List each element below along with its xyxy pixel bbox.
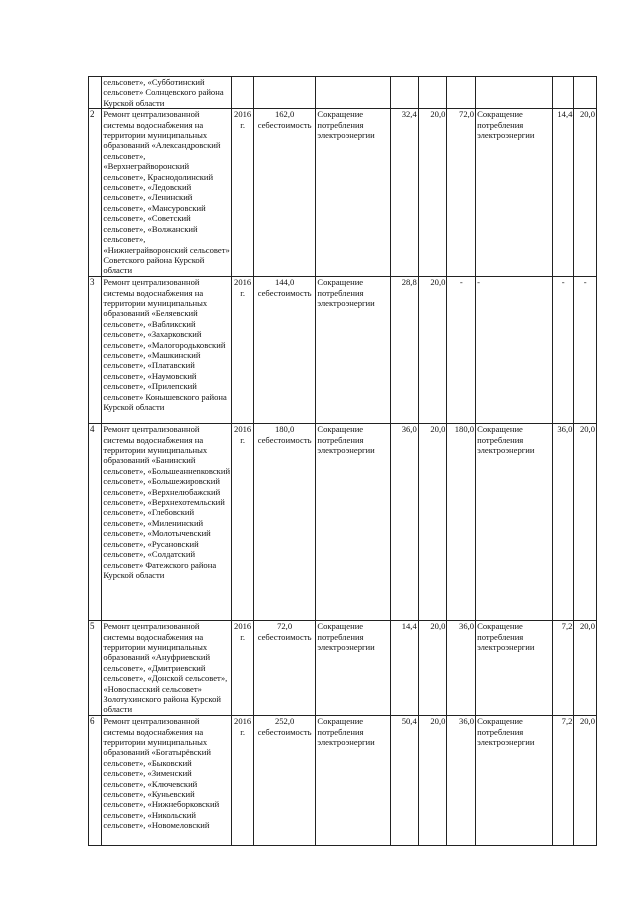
value-cell: 20,0 (574, 109, 597, 277)
effect-cell: Сокращение потребления электроэнергии (476, 424, 553, 621)
effect-cell (316, 77, 391, 109)
value-cell: 14,4 (391, 621, 419, 716)
year-cell: 2016 г. (232, 621, 254, 716)
value-cell: - (447, 277, 476, 424)
year-cell: 2016 г. (232, 716, 254, 846)
value-cell: 50,4 (391, 716, 419, 846)
object-cell: Ремонт централизованной системы водоснабжения на территории муниципальных образований «Богатырёвский сельсовет», «Быковский сельсовет», «Зименский сельсовет», «Ключевский сельсовет», «Куньевский сельсовет», «Нижнеборковский сельсовет», «Никольский сельсовет», «Новомеловский (102, 716, 232, 846)
year-cell: 2016 г. (232, 424, 254, 621)
value-cell: 28,8 (391, 277, 419, 424)
year-cell: 2016 г. (232, 277, 254, 424)
row-number (89, 77, 102, 109)
value-cell: 7,2 (552, 621, 574, 716)
row-number: 3 (89, 277, 102, 424)
object-cell: Ремонт централизованной системы водоснабжения на территории муниципальных образований «Ануфриевский сельсовет», «Дмитриевский сельсовет», «Донской сельсовет», «Новоспасский сельсовет» Золотухинского района Курской области (102, 621, 232, 716)
value-cell: 32,4 (391, 109, 419, 277)
effect-cell: Сокращение потребления электроэнергии (316, 109, 391, 277)
cost-cell: 252,0 себестоимость (253, 716, 315, 846)
row-number: 5 (89, 621, 102, 716)
value-cell: 72,0 (447, 109, 476, 277)
effect-cell: Сокращение потребления электроэнергии (476, 109, 553, 277)
cost-cell: 162,0 себестоимость (253, 109, 315, 277)
object-cell: сельсовет», «Субботинский сельсовет» Солнцевского района Курской области (102, 77, 232, 109)
value-cell (574, 77, 597, 109)
value-cell: 20,0 (418, 277, 447, 424)
cost-cell (253, 77, 315, 109)
cost-cell: 144,0 себестоимость (253, 277, 315, 424)
effect-cell: Сокращение потребления электроэнергии (316, 621, 391, 716)
value-cell: - (574, 277, 597, 424)
row-number: 2 (89, 109, 102, 277)
effect-cell: - (476, 277, 553, 424)
value-cell (447, 77, 476, 109)
table-row (89, 621, 597, 716)
value-cell: 36,0 (447, 716, 476, 846)
effect-cell: Сокращение потребления электроэнергии (476, 621, 553, 716)
effect-cell: Сокращение потребления электроэнергии (476, 716, 553, 846)
value-cell: 20,0 (574, 716, 597, 846)
object-cell: Ремонт централизованной системы водоснабжения на территории муниципальных образований «Беляевский сельсовет», «Вабликский сельсовет», «Захарковский сельсовет», «Малогородьковский сельсовет», «Машкинский сельсовет», «Платавский сельсовет», «Наумовский сельсовет», «Прилепский сельсовет» Конышевского района Курской области (102, 277, 232, 424)
value-cell: 14,4 (552, 109, 574, 277)
object-cell: Ремонт централизованной системы водоснабжения на территории муниципальных образований «Банинский сельсовет», «Большеаннenковский сельсовет», «Большежировский сельсовет», «Верхнелюбажский сельсовет», «Верхнехотемльский сельсовет», «Глебовский сельсовет», «Миленинский сельсовет», «Молотычевский сельсовет», «Русановский сельсовет», «Солдатский сельсовет» Фатежского района Курской области (102, 424, 232, 621)
row-number: 6 (89, 716, 102, 846)
table-row (89, 109, 597, 277)
value-cell: 36,0 (552, 424, 574, 621)
value-cell: 20,0 (418, 621, 447, 716)
value-cell: 36,0 (391, 424, 419, 621)
table-row (89, 277, 597, 424)
value-cell: 20,0 (418, 109, 447, 277)
cost-cell: 180,0 себестоимость (253, 424, 315, 621)
measures-table (88, 76, 597, 846)
effect-cell: Сокращение потребления электроэнергии (316, 424, 391, 621)
value-cell: 36,0 (447, 621, 476, 716)
value-cell: - (552, 277, 574, 424)
year-cell: 2016 г. (232, 109, 254, 277)
effect-cell: Сокращение потребления электроэнергии (316, 277, 391, 424)
effect-cell: Сокращение потребления электроэнергии (316, 716, 391, 846)
value-cell (552, 77, 574, 109)
table-row (89, 424, 597, 621)
value-cell: 20,0 (574, 424, 597, 621)
value-cell: 20,0 (418, 716, 447, 846)
cost-cell: 72,0 себестоимость (253, 621, 315, 716)
effect-cell (476, 77, 553, 109)
value-cell: 20,0 (418, 424, 447, 621)
row-number: 4 (89, 424, 102, 621)
year-cell (232, 77, 254, 109)
object-cell: Ремонт централизованной системы водоснабжения на территории муниципальных образований «Александровский сельсовет», «Верхнеграйворонский сельсовет», Краснодолинский сельсовет», «Ледовский сельсовет», «Ленинский сельсовет», «Мансуровский сельсовет», «Советский сельсовет», «Волжанский сельсовет», «Нижнеграйворонский сельсовет» Советского района Курской области (102, 109, 232, 277)
table-row (89, 716, 597, 846)
value-cell (391, 77, 419, 109)
table-row (89, 77, 597, 109)
value-cell: 7,2 (552, 716, 574, 846)
value-cell: 180,0 (447, 424, 476, 621)
value-cell: 20,0 (574, 621, 597, 716)
value-cell (418, 77, 447, 109)
